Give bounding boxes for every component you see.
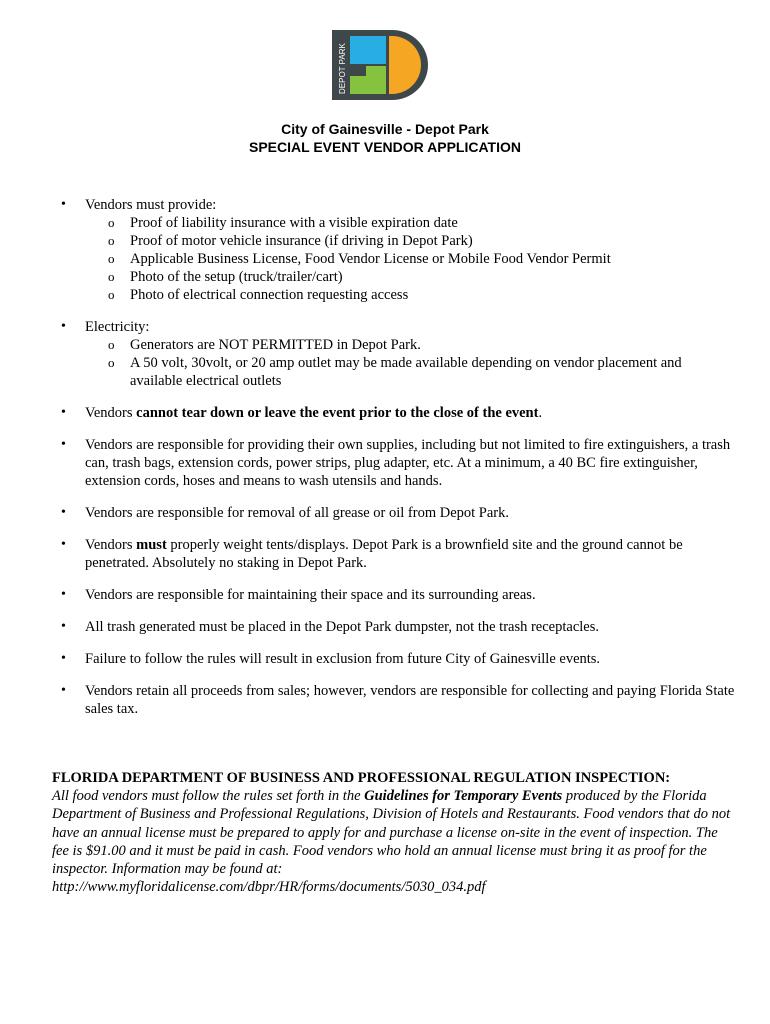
- bullet-proceeds: • Vendors retain all proceeds from sales; however, vendors are responsible for collecting and paying Florida State sales tax.: [60, 682, 735, 718]
- bullet-grease: • Vendors are responsible for removal of all grease or oil from Depot Park.: [60, 504, 735, 522]
- sub-list: [85, 336, 735, 390]
- bullet-vendors-provide: [60, 196, 735, 304]
- section-heading: FLORIDA DEPARTMENT OF BUSINESS AND PROFESSIONAL REGULATION INSPECTION:: [52, 770, 671, 786]
- logo-text: DEPOT PARK: [338, 43, 347, 94]
- florida-inspection-section: [52, 769, 737, 896]
- sub-item: o Proof of liability insurance with a visible expiration date: [85, 214, 735, 232]
- text: Vendors: [85, 537, 137, 553]
- bullet-trash: • All trash generated must be placed in the Depot Park dumpster, not the trash receptacles.: [60, 618, 735, 636]
- url-text: http://www.myfloridalicense.com/dbpr/HR/forms/documents/5030_034.pdf: [52, 879, 486, 896]
- text: .: [538, 405, 543, 421]
- document-title: City of Gainesville - Depot Park: [281, 121, 489, 137]
- sub-item: o Applicable Business License, Food Vendor License or Mobile Food Vendor Permit: [85, 250, 735, 268]
- text: Vendors: [85, 405, 137, 421]
- bullet-supplies: • Vendors are responsible for providing their own supplies, including but not limited to fire extinguishers, a trash can, trash bags, extension cords, power strips, plug adapter, etc. At a minimum, a 40 BC fire extinguisher, extension cords, hoses and means to wash utensils and hands.: [60, 436, 735, 490]
- guidelines-title: Guidelines for Temporary Events: [364, 788, 563, 805]
- bullet-label: • Electricity:: [85, 319, 150, 335]
- section-body: [52, 787, 737, 896]
- sub-item: o Photo of the setup (truck/trailer/cart): [85, 268, 735, 286]
- bullet-space: • Vendors are responsible for maintaining their space and its surrounding areas.: [60, 586, 735, 604]
- rules-list: [60, 196, 735, 732]
- bullet-failure: • Failure to follow the rules will result in exclusion from future City of Gainesville events.: [60, 650, 735, 668]
- sub-item: o Generators are NOT PERMITTED in Depot Park.: [85, 336, 735, 354]
- emphasis-text: cannot tear down or leave the event prior to the close of the event: [136, 405, 539, 421]
- bullet-weight: [60, 536, 735, 572]
- text: All food vendors must follow the rules set forth in the: [52, 788, 365, 805]
- depot-park-logo: [330, 28, 440, 102]
- sub-item: o A 50 volt, 30volt, or 20 amp outlet may be made available depending on vendor placement and available electrical outlets: [85, 354, 735, 390]
- text: properly weight tents/displays. Depot Park is a brownfield site and the ground cannot be penetrated. Absolutely no staking in Depot Park.: [85, 537, 683, 571]
- document-subtitle: SPECIAL EVENT VENDOR APPLICATION: [249, 139, 521, 155]
- text: produced by the Florida Department of Business and Professional Regulations, Division of Hotels and Restaurants. Food vendors that do not have an annual license must be prepared to apply for and purchase a license on-site in the event of inspection. The fee is $91.00 and it must be paid in cash. Food vendors who hold an annual license must bring it as proof for the inspector. Information may be found at:: [52, 788, 731, 878]
- emphasis-text: must: [136, 537, 167, 553]
- sub-item: o Photo of electrical connection requesting access: [85, 286, 735, 304]
- sub-item: o Proof of motor vehicle insurance (if driving in Depot Park): [85, 232, 735, 250]
- sub-list: [85, 214, 735, 304]
- bullet-electricity: [60, 318, 735, 390]
- bullet-teardown: [60, 404, 735, 422]
- bullet-label: • Vendors must provide:: [85, 197, 217, 213]
